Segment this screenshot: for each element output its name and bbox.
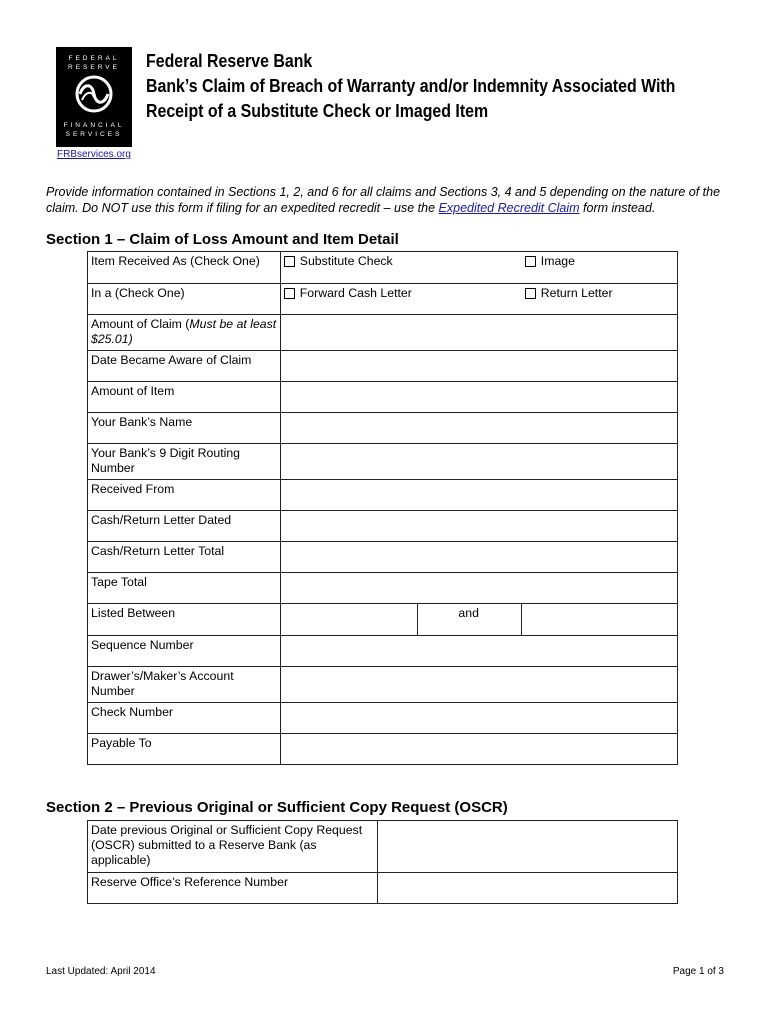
amount-of-item-label: Amount of Item xyxy=(88,382,281,413)
table-row xyxy=(88,511,678,542)
logo-text-financial: FINANCIAL xyxy=(63,122,125,129)
letter-total-label: Cash/Return Letter Total xyxy=(88,542,281,573)
page-title xyxy=(146,48,675,123)
received-from-field[interactable] xyxy=(280,480,677,511)
section1-heading: Section 1 – Claim of Loss Amount and Item Detail xyxy=(46,231,399,248)
table-row xyxy=(88,413,678,444)
payable-to-field[interactable] xyxy=(280,734,677,765)
table-row xyxy=(88,573,678,604)
sequence-number-label: Sequence Number xyxy=(88,636,281,667)
item-received-label: Item Received As (Check One) xyxy=(88,252,281,284)
last-updated: Last Updated: April 2014 xyxy=(46,966,156,977)
check-number-field[interactable] xyxy=(280,703,677,734)
title-line-1: Federal Reserve Bank xyxy=(146,50,313,71)
drawer-account-label: Drawer’s/Maker’s Account Number xyxy=(88,667,281,703)
bank-name-field[interactable] xyxy=(280,413,677,444)
payable-to-label: Payable To xyxy=(88,734,281,765)
substitute-check-checkbox[interactable] xyxy=(284,256,295,267)
date-aware-field[interactable] xyxy=(280,351,677,382)
table-row xyxy=(88,821,678,873)
table-row xyxy=(88,382,678,413)
date-aware-label: Date Became Aware of Claim xyxy=(88,351,281,382)
reference-number-label: Reserve Office’s Reference Number xyxy=(88,873,378,904)
table-row xyxy=(88,480,678,511)
letter-dated-label: Cash/Return Letter Dated xyxy=(88,511,281,542)
image-checkbox[interactable] xyxy=(525,256,536,267)
title-line-2: Bank’s Claim of Breach of Warranty and/or Indemnity Associated With xyxy=(146,75,676,96)
frb-logo xyxy=(56,47,132,147)
amount-of-claim-field[interactable] xyxy=(280,315,677,351)
substitute-check-option xyxy=(280,252,522,284)
table-row xyxy=(88,873,678,904)
listed-between-label: Listed Between xyxy=(88,604,281,636)
listed-between-start-field[interactable] xyxy=(280,604,418,636)
listed-between-end-field[interactable] xyxy=(522,604,678,636)
table-row xyxy=(88,636,678,667)
section2-heading: Section 2 – Previous Original or Sufficient Copy Request (OSCR) xyxy=(46,799,508,816)
frb-emblem-icon xyxy=(68,75,120,113)
logo-text-services: SERVICES xyxy=(65,131,123,138)
forward-cash-letter-checkbox[interactable] xyxy=(284,288,295,299)
and-label: and xyxy=(418,604,522,636)
expedited-recredit-link[interactable]: Expedited Recredit Claim xyxy=(438,201,580,215)
return-letter-checkbox[interactable] xyxy=(525,288,536,299)
intro-text-end: form instead. xyxy=(579,201,656,215)
in-a-label: In a (Check One) xyxy=(88,284,281,315)
tape-total-label: Tape Total xyxy=(88,573,281,604)
section2-table xyxy=(87,820,678,904)
section1-table xyxy=(87,251,678,765)
check-number-label: Check Number xyxy=(88,703,281,734)
logo-text-federal: FEDERAL xyxy=(68,55,120,62)
image-option xyxy=(522,252,678,284)
amount-of-item-field[interactable] xyxy=(280,382,677,413)
sequence-number-field[interactable] xyxy=(280,636,677,667)
forward-cash-letter-label: Forward Cash Letter xyxy=(299,286,412,300)
reference-number-field[interactable] xyxy=(377,873,677,904)
image-label: Image xyxy=(540,254,575,268)
oscr-date-label: Date previous Original or Sufficient Copy Request (OSCR) submitted to a Reserve Bank (as applicable) xyxy=(88,821,378,873)
amount-of-claim-text: Amount of Claim ( xyxy=(91,317,190,331)
intro-text: Provide information contained in Sections 1, 2, and 6 for all claims and Sections 3, 4 and 5 depending on the nature of the claim. Do NOT use this form if filing for an expedited recredit – use the xyxy=(46,185,721,215)
routing-number-label: Your Bank’s 9 Digit Routing Number xyxy=(88,444,281,480)
table-row xyxy=(88,252,678,284)
amount-of-claim-label xyxy=(88,315,281,351)
return-letter-option xyxy=(522,284,678,315)
table-row xyxy=(88,667,678,703)
tape-total-field[interactable] xyxy=(280,573,677,604)
forward-cash-letter-option xyxy=(280,284,522,315)
table-row xyxy=(88,284,678,315)
return-letter-label: Return Letter xyxy=(540,286,613,300)
table-row xyxy=(88,315,678,351)
page-number: Page 1 of 3 xyxy=(672,966,724,977)
received-from-label: Received From xyxy=(88,480,281,511)
amount-of-claim-note: Must be at least $25.01) xyxy=(91,317,277,346)
intro-paragraph xyxy=(46,184,746,216)
title-line-3: Receipt of a Substitute Check or Imaged Item xyxy=(146,100,489,121)
oscr-date-field[interactable] xyxy=(377,821,677,873)
drawer-account-field[interactable] xyxy=(280,667,677,703)
routing-number-field[interactable] xyxy=(280,444,677,480)
letter-total-field[interactable] xyxy=(280,542,677,573)
table-row xyxy=(88,734,678,765)
table-row xyxy=(88,444,678,480)
letter-dated-field[interactable] xyxy=(280,511,677,542)
table-row xyxy=(88,604,678,636)
table-row xyxy=(88,703,678,734)
bank-name-label: Your Bank’s Name xyxy=(88,413,281,444)
logo-text-reserve: RESERVE xyxy=(68,64,120,71)
frbservices-link[interactable]: FRBservices.org xyxy=(57,149,131,160)
table-row xyxy=(88,351,678,382)
table-row xyxy=(88,542,678,573)
substitute-check-label: Substitute Check xyxy=(299,254,393,268)
